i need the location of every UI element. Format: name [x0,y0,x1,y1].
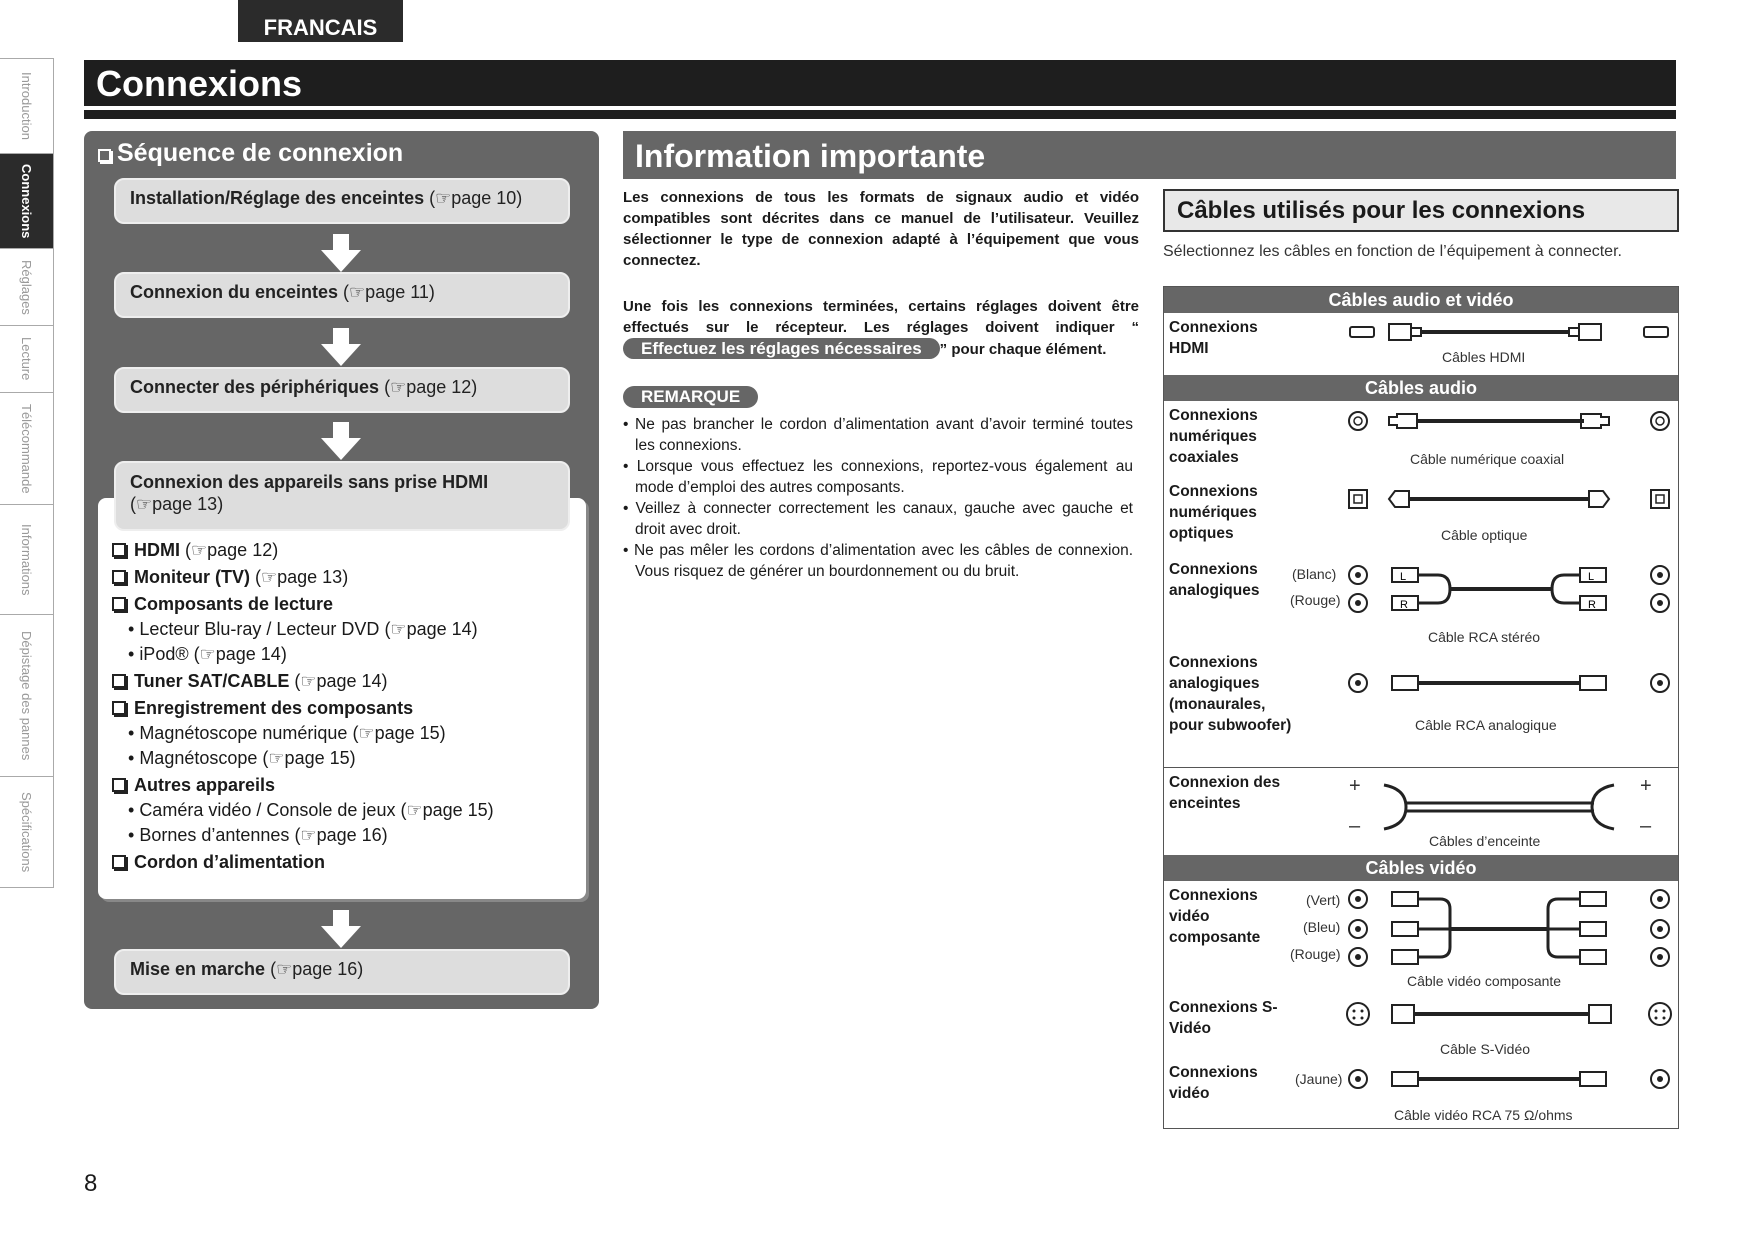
step-power-on[interactable]: Mise en marche (☞page 16) [114,949,570,995]
side-nav-reglages[interactable]: Réglages [0,248,54,325]
optical-cable-icon [1344,485,1674,513]
cables-table [1163,286,1679,1129]
remark-label: REMARQUE [623,386,758,408]
section-audio: Câbles audio [1164,375,1678,401]
side-nav-informations[interactable]: Informations [0,504,54,614]
sub-power: Cordon d’alimentation [112,852,576,873]
info-paragraph-2: Une fois les connexions terminées, certains réglages doivent être effectués sur le récepteur. Les réglages doivent indiquer “Effectuez les réglages nécessaires ” pour chaque élément. [623,298,1139,358]
minus-label: – [1349,815,1361,837]
mono-label: Connexions analogiques (monaurales, pour subwoofer) [1169,654,1292,734]
blue-label: (Bleu) [1303,919,1341,935]
speaker-label: Connexion des enceintes [1169,774,1281,812]
coax-cable-icon [1344,407,1674,435]
info-heading: Information importante [623,131,1676,179]
component-cable-icon [1344,887,1674,967]
sub-hdmi[interactable]: HDMI (☞page 12) [112,540,576,561]
down-arrow-icon [321,910,361,948]
sub-camera[interactable]: • Caméra vidéo / Console de jeux (☞page 15) [128,800,494,820]
svideo-caption: Câble S-Vidéo [1440,1041,1531,1057]
red-label: (Rouge) [1290,946,1341,962]
sub-bluray[interactable]: • Lecteur Blu-ray / Lecteur DVD (☞page 14) [128,619,478,639]
svg-text:R: R [1588,599,1596,611]
page-number: 8 [84,1170,98,1197]
video-label: Connexions vidéo [1169,1064,1258,1102]
sub-playback: Composants de lecture [112,594,576,615]
rca-mono-caption: Câble RCA analogique [1415,717,1557,733]
sub-recording: Enregistrement des composants [112,698,576,719]
side-nav-telecommande[interactable]: Télécommande [0,392,54,504]
step-peripherals[interactable]: Connecter des périphériques (☞page 12) [114,367,570,413]
side-nav [0,58,54,888]
down-arrow-icon [321,422,361,460]
hdmi-label: Connexions HDMI [1169,319,1258,357]
side-nav-introduction[interactable]: Introduction [0,58,54,153]
sequence-heading: Séquence de connexion [98,139,403,168]
yellow-label: (Jaune) [1295,1071,1343,1087]
remark-item: • Ne pas brancher le cordon d’alimentation avant d’avoir terminé toutes les connexions. [623,416,1133,454]
remark-list [623,414,1133,582]
green-label: (Vert) [1306,892,1341,908]
red-label: (Rouge) [1290,592,1341,608]
remark-item: • Lorsque vous effectuez les connexions, reportez-vous également au mode d’emploi des autres composants. [623,458,1133,496]
component-caption: Câble vidéo composante [1407,973,1562,989]
step-speaker-setup[interactable]: Installation/Réglage des enceintes (☞page 10) [114,178,570,224]
settings-pill: Effectuez les réglages nécessaires [623,338,940,359]
analog-label: Connexions analogiques [1169,561,1260,599]
rca-mono-cable-icon [1344,669,1674,697]
svg-text:R: R [1400,599,1408,611]
sub-monitor[interactable]: Moniteur (TV) (☞page 13) [112,567,576,588]
rca-stereo-caption: Câble RCA stéréo [1428,629,1541,645]
down-arrow-icon [321,234,361,272]
minus-label: – [1640,815,1652,837]
cables-heading: Câbles utilisés pour les connexions [1163,189,1679,232]
coax-caption: Câble numérique coaxial [1410,451,1565,467]
optical-caption: Câble optique [1441,527,1528,543]
white-label: (Blanc) [1292,566,1337,582]
svideo-label: Connexions S-Vidéo [1169,999,1278,1037]
svg-text:L: L [1588,571,1595,583]
sub-tuner[interactable]: Tuner SAT/CABLE (☞page 14) [112,671,576,692]
sub-other: Autres appareils [112,775,576,796]
remark-item: • Ne pas mêler les cordons d’alimentation avec les câbles de connexion. Vous risquez de générer un bourdonnement ou du bruit. [623,542,1134,580]
side-nav-specifications[interactable]: Spécifications [0,776,54,888]
component-label: Connexions vidéo composante [1169,887,1261,946]
sub-steps-list [98,498,586,899]
sequence-panel [84,131,599,1009]
svideo-cable-icon [1344,999,1674,1029]
video-cable-icon [1344,1065,1674,1093]
side-nav-connexions[interactable]: Connexions [0,153,54,248]
title-rule [84,110,1676,119]
sub-antenna[interactable]: • Bornes d’antennes (☞page 16) [128,825,388,845]
hdmi-cable-icon [1344,319,1674,347]
sub-ipod[interactable]: • iPod® (☞page 14) [128,644,287,664]
side-nav-depistage[interactable]: Dépistage des pannes [0,614,54,776]
divider [1164,767,1678,768]
section-av: Câbles audio et vidéo [1164,287,1678,313]
optical-label: Connexions numériques optiques [1169,483,1258,542]
page-title: Connexions [84,60,1676,106]
speaker-cable-icon [1374,777,1634,837]
step-non-hdmi[interactable]: Connexion des appareils sans prise HDMI (☞page 13) [114,461,570,531]
language-tab: FRANCAIS [238,0,403,42]
section-video: Câbles vidéo [1164,855,1678,881]
checkbox-icon [98,149,111,162]
sub-vcr[interactable]: • Magnétoscope (☞page 15) [128,748,356,768]
plus-label: + [1640,775,1652,797]
cables-subtitle: Sélectionnez les câbles en fonction de l’équipement à connecter. [1163,243,1622,260]
remark-item: • Veillez à connecter correctement les canaux, gauche avec gauche et droit avec droit. [623,500,1133,538]
speaker-caption: Câbles d’enceinte [1429,833,1541,849]
svg-text:L: L [1400,571,1407,583]
plus-label: + [1349,775,1361,797]
side-nav-lecture[interactable]: Lecture [0,325,54,392]
video-caption: Câble vidéo RCA 75 Ω/ohms [1394,1107,1573,1123]
coax-label: Connexions numériques coaxiales [1169,407,1258,466]
step-speaker-connect[interactable]: Connexion du enceintes (☞page 11) [114,272,570,318]
down-arrow-icon [321,328,361,366]
sub-dvr[interactable]: • Magnétoscope numérique (☞page 15) [128,723,446,743]
info-paragraph-1: Les connexions de tous les formats de signaux audio et vidéo compatibles sont décrites dans ce manuel de l’utilisateur. Veuillez sélectionner le type de connexion adapté à l’équipement que vous connectez. [623,189,1139,269]
rca-stereo-cable-icon [1344,561,1674,621]
hdmi-caption: Câbles HDMI [1442,349,1526,365]
